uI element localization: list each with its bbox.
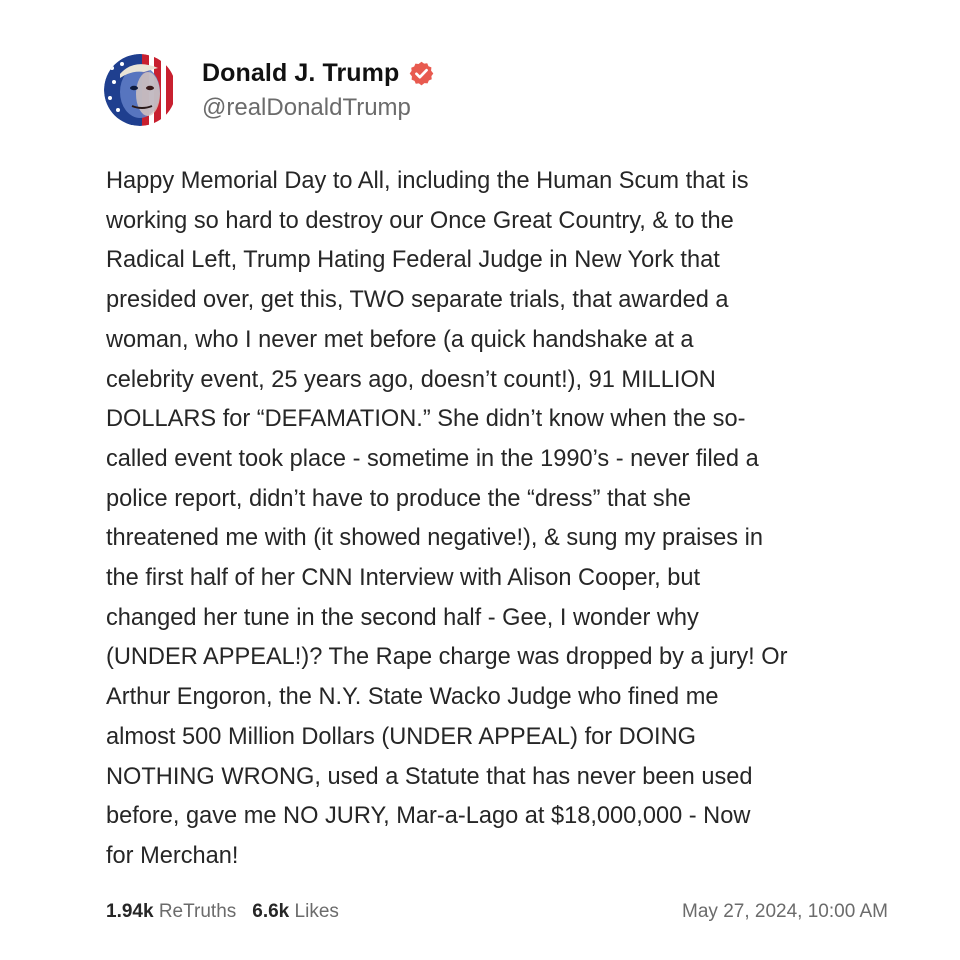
post-text-line: Happy Memorial Day to All, including the Human Scum that is [106,168,749,194]
post-text-line: Arthur Engoron, the N.Y. State Wacko Judge who fined me [106,684,719,711]
post-text-line: DOLLARS for “DEFAMATION.” She didn’t know when the so- [106,406,746,433]
post-text-line: (UNDER APPEAL!)? The Rape charge was dropped by a jury! Or [106,644,788,671]
post-text-line: changed her tune in the second half - Gee, I wonder why [106,604,699,631]
post-header [104,50,435,130]
retruths-count: 1.94k [106,901,154,922]
author-handle[interactable]: @realDonaldTrump [202,93,411,121]
post-text [106,162,896,877]
post-text-line: almost 500 Million Dollars (UNDER APPEAL) for DOING [106,723,697,750]
post-stats [106,901,355,923]
post-text-line: presided over, get this, TWO separate trials, that awarded a [106,287,729,314]
post-text-line: the first half of her CNN Interview with Alison Cooper, but [106,565,701,592]
post-footer [106,894,888,930]
author-name-row[interactable] [202,59,435,88]
post-text-line: before, gave me NO JURY, Mar-a-Lago at $18,000,000 - Now [106,803,751,830]
verified-badge-icon [408,60,435,87]
retruths-label: ReTruths [158,901,237,922]
post-text-line: celebrity event, 25 years ago, doesn’t count!), 91 MILLION [106,366,716,393]
post-text-line: NOTHING WRONG, used a Statute that has never been used [106,763,753,790]
author-display-name[interactable]: Donald J. Trump [202,58,400,87]
post-text-line: woman, who I never met before (a quick handshake at a [106,326,694,353]
likes-count: 6.6k [252,901,290,922]
retruths-stat[interactable] [106,901,236,923]
post-text-line: called event took place - sometime in the 1990’s - never filed a [106,445,759,472]
author-identity [202,59,435,122]
avatar-image [104,54,176,126]
post-text-line: police report, didn’t have to produce the “dress” that she [106,485,691,512]
post-timestamp: May 27, 2024, 10:00 AM [682,901,888,922]
likes-stat[interactable] [252,901,339,923]
likes-label: Likes [294,901,339,922]
user-avatar[interactable] [104,54,176,126]
post-text-line: Radical Left, Trump Hating Federal Judge in New York that [106,247,720,274]
post-text-line: for Merchan! [106,842,239,869]
post-text-line: working so hard to destroy our Once Great Country, & to the [106,207,734,234]
post-text-line: threatened me with (it showed negative!), & sung my praises in [106,525,764,552]
